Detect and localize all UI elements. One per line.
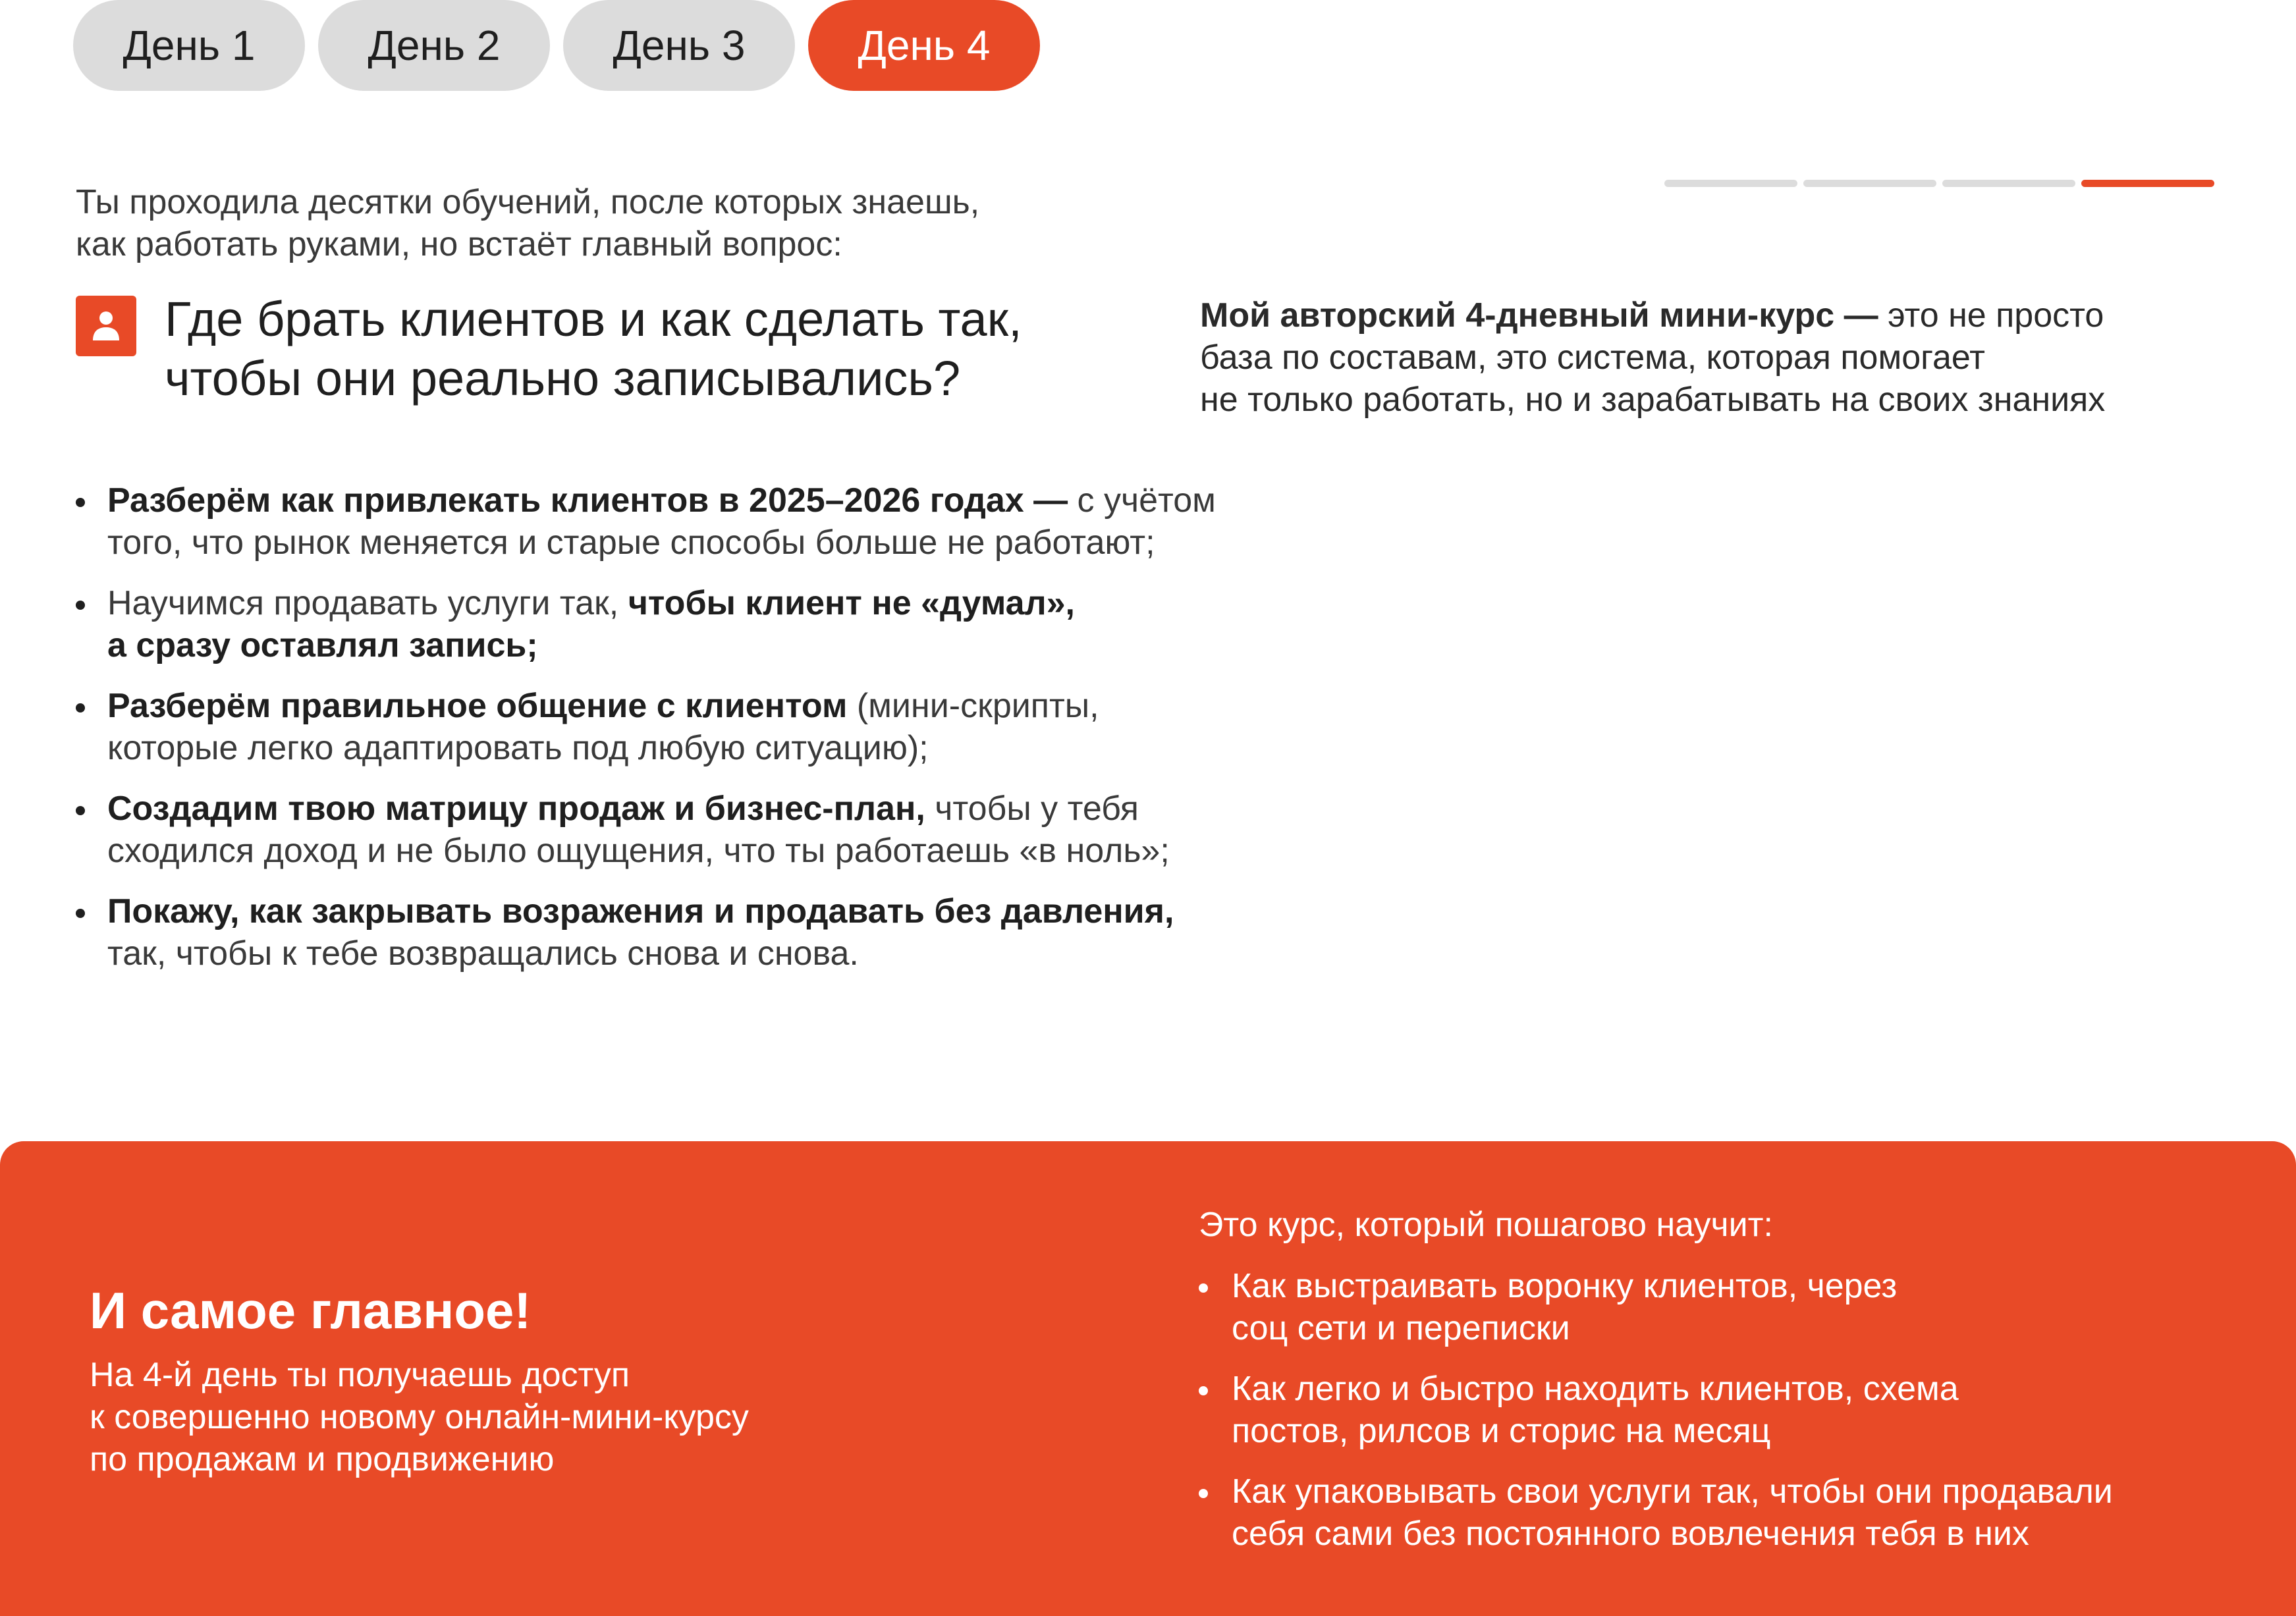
bullet-dot	[1199, 1386, 1208, 1395]
panel-item-text: Как выстраивать воронку клиентов, через	[1232, 1267, 1898, 1305]
bullet-bold: чтобы клиент не «думал»,	[628, 584, 1075, 622]
panel-item-text: Как упаковывать свои услуги так, чтобы они продавали	[1232, 1472, 2113, 1511]
list-item	[76, 685, 1327, 769]
bullet-dot	[76, 806, 85, 815]
course-desc-text: не только работать, но и зарабатывать на своих знаниях	[1200, 381, 2106, 419]
panel-title: И самое главное!	[90, 1281, 532, 1339]
bullet-text: того, что рынок меняется и старые способы больше не работают;	[107, 524, 1155, 562]
bullet-text: (мини-скрипты,	[847, 687, 1099, 725]
list-item	[1199, 1368, 2253, 1452]
main-question	[165, 290, 1153, 408]
bullet-dot	[76, 703, 85, 713]
intro-line: Ты проходила десятки обучений, после которых знаешь,	[76, 183, 980, 221]
panel-item-text: соц сети и переписки	[1232, 1309, 1570, 1347]
progress-segment	[1664, 180, 1797, 187]
panel-list-title: Это курс, который пошагово научит:	[1199, 1206, 1773, 1244]
bullet-text: с учётом	[1068, 481, 1216, 520]
list-item	[1199, 1470, 2253, 1555]
question-line: чтобы они реально записывались?	[165, 351, 961, 406]
bullet-bold: а сразу оставлял запись;	[107, 626, 538, 664]
course-desc-bold: Мой авторский 4-дневный мини-курс —	[1200, 296, 1878, 335]
bullet-bold: Разберём как привлекать клиентов в 2025–2026 годах —	[107, 481, 1068, 520]
slide-progress	[1664, 180, 2214, 187]
list-item	[76, 479, 1327, 564]
list-item	[76, 890, 1327, 975]
day-tabs	[73, 0, 1040, 91]
panel-item-text: Как легко и быстро находить клиентов, схема	[1232, 1370, 1959, 1408]
panel-item-text: себя сами без постоянного вовлечения тебя в них	[1232, 1515, 2029, 1553]
course-desc-text: это не просто	[1878, 296, 2104, 335]
bullet-text: сходился доход и не было ощущения, что ты работаешь «в ноль»;	[107, 832, 1170, 870]
panel-text	[90, 1354, 1012, 1480]
progress-segment	[1942, 180, 2075, 187]
tab-day-1[interactable]: День 1	[73, 0, 305, 91]
panel-item-text: постов, рилсов и сторис на месяц	[1232, 1412, 1771, 1450]
bullet-text: Научимся продавать услуги так,	[107, 584, 628, 622]
bullet-dot	[76, 601, 85, 610]
bullet-dot	[1199, 1283, 1208, 1293]
progress-segment	[1803, 180, 1936, 187]
bullet-text: которые легко адаптировать под любую ситуацию);	[107, 729, 929, 767]
intro-line: как работать руками, но встаёт главный вопрос:	[76, 225, 842, 263]
list-item	[76, 582, 1327, 666]
tab-day-4[interactable]: День 4	[808, 0, 1040, 91]
panel-text-line: по продажам и продвижению	[90, 1440, 555, 1478]
bullet-bold: Создадим твою матрицу продаж и бизнес-план,	[107, 790, 925, 828]
list-item	[76, 788, 1327, 872]
bullet-bold: Разберём правильное общение с клиентом	[107, 687, 848, 725]
bullet-dot	[76, 498, 85, 507]
program-list	[76, 479, 1327, 993]
list-item	[1199, 1265, 2253, 1349]
bullet-dot	[76, 909, 85, 918]
progress-segment-active	[2081, 180, 2214, 187]
panel-text-line: На 4-й день ты получаешь доступ	[90, 1356, 630, 1394]
bullet-text: чтобы у тебя	[925, 790, 1139, 828]
panel-text-line: к совершенно новому онлайн-мини-курсу	[90, 1398, 749, 1436]
intro-text	[76, 181, 1195, 265]
tab-day-2[interactable]: День 2	[318, 0, 550, 91]
course-desc-text: база по составам, это система, которая помогает	[1200, 338, 1985, 377]
bullet-bold: Покажу, как закрывать возражения и продавать без давления,	[107, 892, 1174, 930]
bonus-panel	[0, 1141, 2296, 1616]
course-description	[1200, 294, 2228, 421]
panel-list	[1199, 1265, 2253, 1573]
bullet-dot	[1199, 1489, 1208, 1498]
tab-day-3[interactable]: День 3	[563, 0, 795, 91]
bullet-text: так, чтобы к тебе возвращались снова и снова.	[107, 934, 859, 973]
question-line: Где брать клиентов и как сделать так,	[165, 292, 1022, 346]
user-icon	[76, 296, 136, 356]
